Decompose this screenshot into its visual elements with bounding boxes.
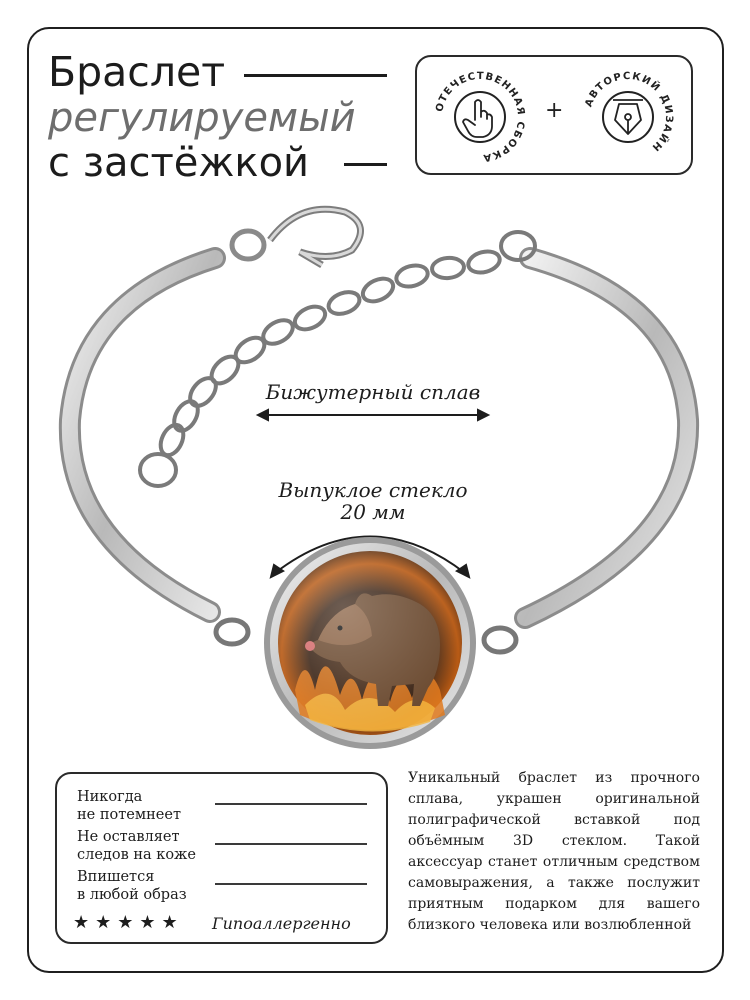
author-design-badge [573, 62, 683, 172]
hypoallergenic-label: Гипоаллергенно [212, 914, 351, 933]
title-line-3: с застёжкой [48, 140, 310, 186]
feature-item: Не оставляет следов на коже [77, 829, 196, 863]
glass-label-line1: Выпуклое стекло [278, 478, 468, 502]
feature-divider [215, 803, 367, 805]
bracelet-illustration [0, 190, 750, 750]
domestic-assembly-badge [425, 62, 535, 172]
lobster-clasp [232, 209, 361, 265]
badge-left-text: ОТЕЧЕСТВЕННАЯ СБОРКА [434, 70, 527, 164]
product-description: Уникальный браслет из прочного сплава, украшен оригинальной полиграфической вставкой под объёмным 3D стеклом. Такой аксессуар станет отличным средством самовыражения, а также послужит приятным подарком для вашего близкого человека или возлюбленной [408, 770, 700, 933]
feature-item: Никогда не потемнеет [77, 789, 181, 823]
rating-stars: ★★★★★ [73, 912, 184, 933]
left-band [70, 258, 215, 612]
title-line-2: регулируемый [48, 95, 356, 141]
title-rule-3 [344, 163, 387, 166]
badges-plus: + [545, 98, 564, 123]
feature-divider [215, 883, 367, 885]
title-line-1: Браслет [48, 48, 226, 96]
alloy-label: Бижутерный сплав [265, 380, 481, 404]
glass-cabochon [264, 537, 476, 749]
feature-item: Впишется в любой образ [77, 869, 187, 903]
pen-nib-icon [613, 100, 643, 134]
glass-label-line2: 20 мм [340, 500, 406, 524]
badge-right-text: АВТОРСКИЙ ДИЗАЙН [583, 70, 675, 154]
feature-divider [215, 843, 367, 845]
hand-pointer-icon [463, 100, 492, 137]
title-rule-1 [244, 74, 387, 77]
alloy-arrow [258, 410, 488, 420]
